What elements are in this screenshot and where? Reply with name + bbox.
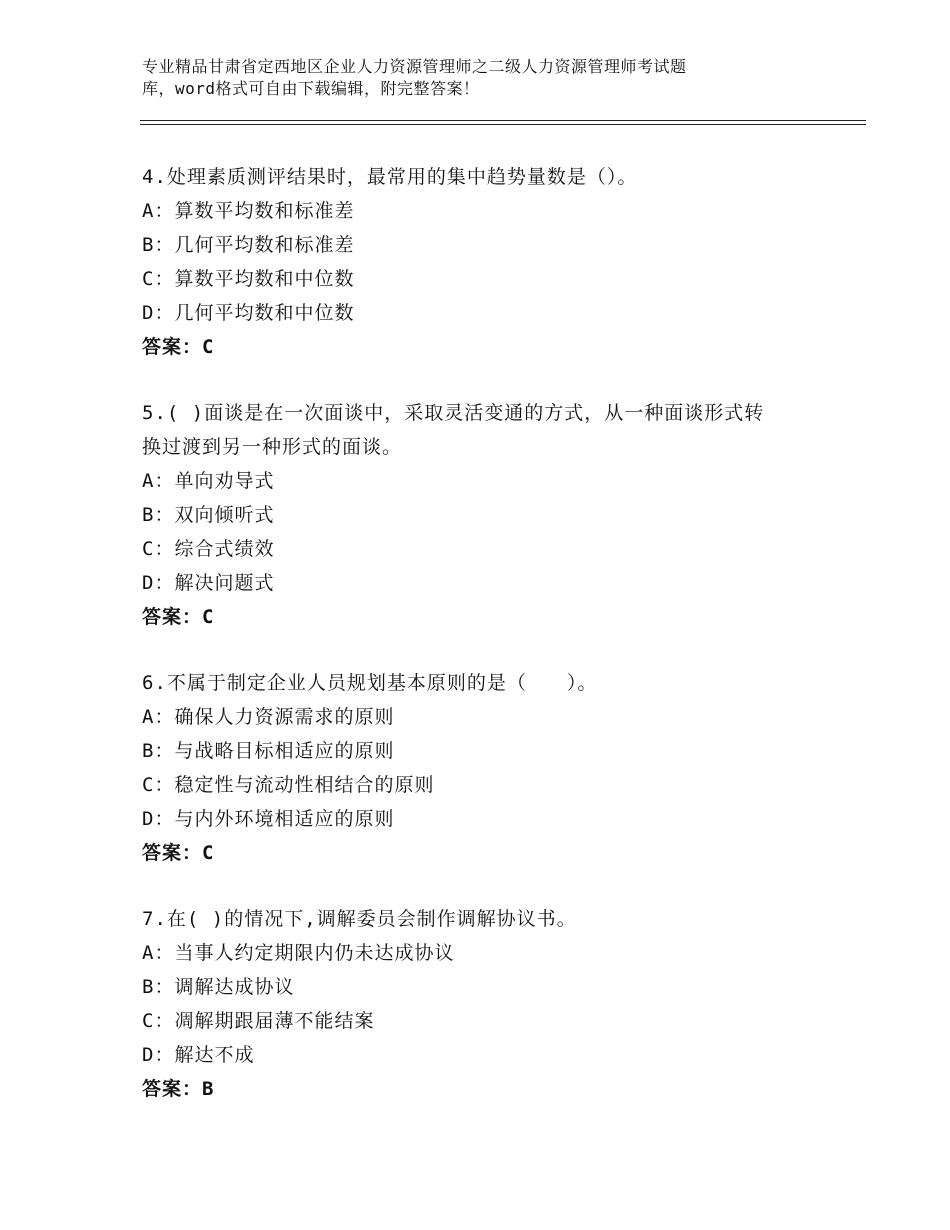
option-d: D：解决问题式 <box>142 572 275 594</box>
question-5 <box>142 396 842 634</box>
answer: 答案：C <box>142 606 215 628</box>
option-c: C：凋解期跟届薄不能结案 <box>142 1010 375 1032</box>
option-a: A：当事人约定期限内仍未达成协议 <box>142 942 455 964</box>
header-divider <box>140 120 866 121</box>
question-list <box>142 160 842 1138</box>
option-b: B：几何平均数和标准差 <box>142 234 355 256</box>
question-stem: 4.处理素质测评结果时，最常用的集中趋势量数是（）。 <box>142 166 638 188</box>
option-b: B：与战略目标相适应的原则 <box>142 740 395 762</box>
document-header <box>142 56 842 100</box>
question-6 <box>142 666 842 870</box>
header-divider-secondary <box>140 124 866 125</box>
option-b: B：双向倾听式 <box>142 504 275 526</box>
option-c: C：综合式绩效 <box>142 538 275 560</box>
option-b: B：调解达成协议 <box>142 976 295 998</box>
option-a: A：确保人力资源需求的原则 <box>142 706 395 728</box>
option-c: C：稳定性与流动性相结合的原则 <box>142 774 435 796</box>
option-d: D：几何平均数和中位数 <box>142 302 355 324</box>
question-stem: 6.不属于制定企业人员规划基本原则的是（ ）。 <box>142 672 598 694</box>
header-line-1: 专业精品甘肃省定西地区企业人力资源管理师之二级人力资源管理师考试题 <box>142 57 687 76</box>
option-c: C：算数平均数和中位数 <box>142 268 355 290</box>
answer: 答案：C <box>142 842 215 864</box>
option-d: D：解达不成 <box>142 1044 255 1066</box>
answer: 答案：C <box>142 336 215 358</box>
question-stem: 7.在( )的情况下,调解委员会制作调解协议书。 <box>142 908 577 930</box>
answer: 答案：B <box>142 1078 215 1100</box>
question-7 <box>142 902 842 1106</box>
option-d: D：与内外环境相适应的原则 <box>142 808 395 830</box>
header-line-2: 库，word格式可自由下载编辑，附完整答案！ <box>142 79 480 98</box>
question-stem: 5.( )面谈是在一次面谈中，采取灵活变通的方式，从一种面谈形式转 <box>142 402 765 424</box>
option-a: A：单向劝导式 <box>142 470 275 492</box>
option-a: A：算数平均数和标准差 <box>142 200 355 222</box>
question-stem-continued: 换过渡到另一种形式的面谈。 <box>142 436 403 458</box>
question-4 <box>142 160 842 364</box>
